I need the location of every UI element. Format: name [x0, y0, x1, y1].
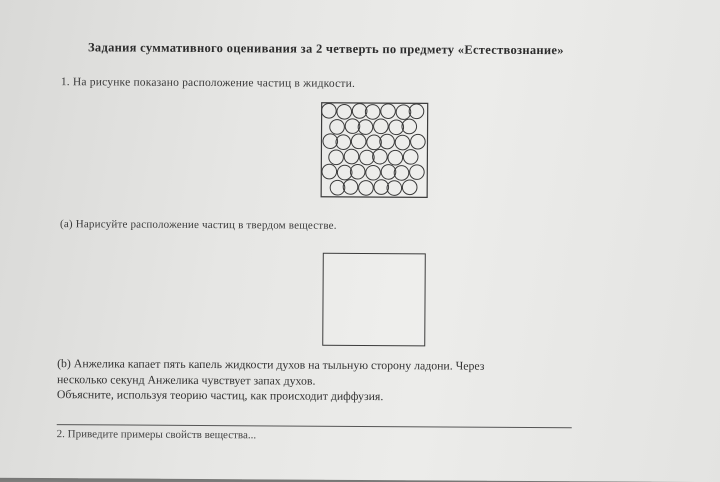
question-1-text: 1. На рисунке показано расположение частиц в жидкости. — [60, 76, 356, 90]
worksheet-title: Задания суммативного оценивания за 2 четверть по предмету «Естествознание» — [88, 40, 564, 58]
part-b-line-1: (b) Анжелика капает пять капель жидкости духов на тыльную сторону ладони. Через — [57, 356, 485, 373]
liquid-particles-diagram — [320, 102, 429, 199]
part-b-line-3: Объясните, используя теорию частиц, как происходит диффузия. — [56, 387, 384, 404]
answer-drawing-box[interactable] — [322, 253, 426, 347]
part-a-text: (a) Нарисуйте расположение частиц в твердом веществе. — [59, 218, 337, 232]
question-2-partial: 2. Приведите примеры свойств вещества... — [56, 428, 257, 442]
part-b-line-2: несколько секунд Анжелика чувствует запах духов. — [56, 371, 316, 388]
part-b-text — [57, 356, 617, 406]
